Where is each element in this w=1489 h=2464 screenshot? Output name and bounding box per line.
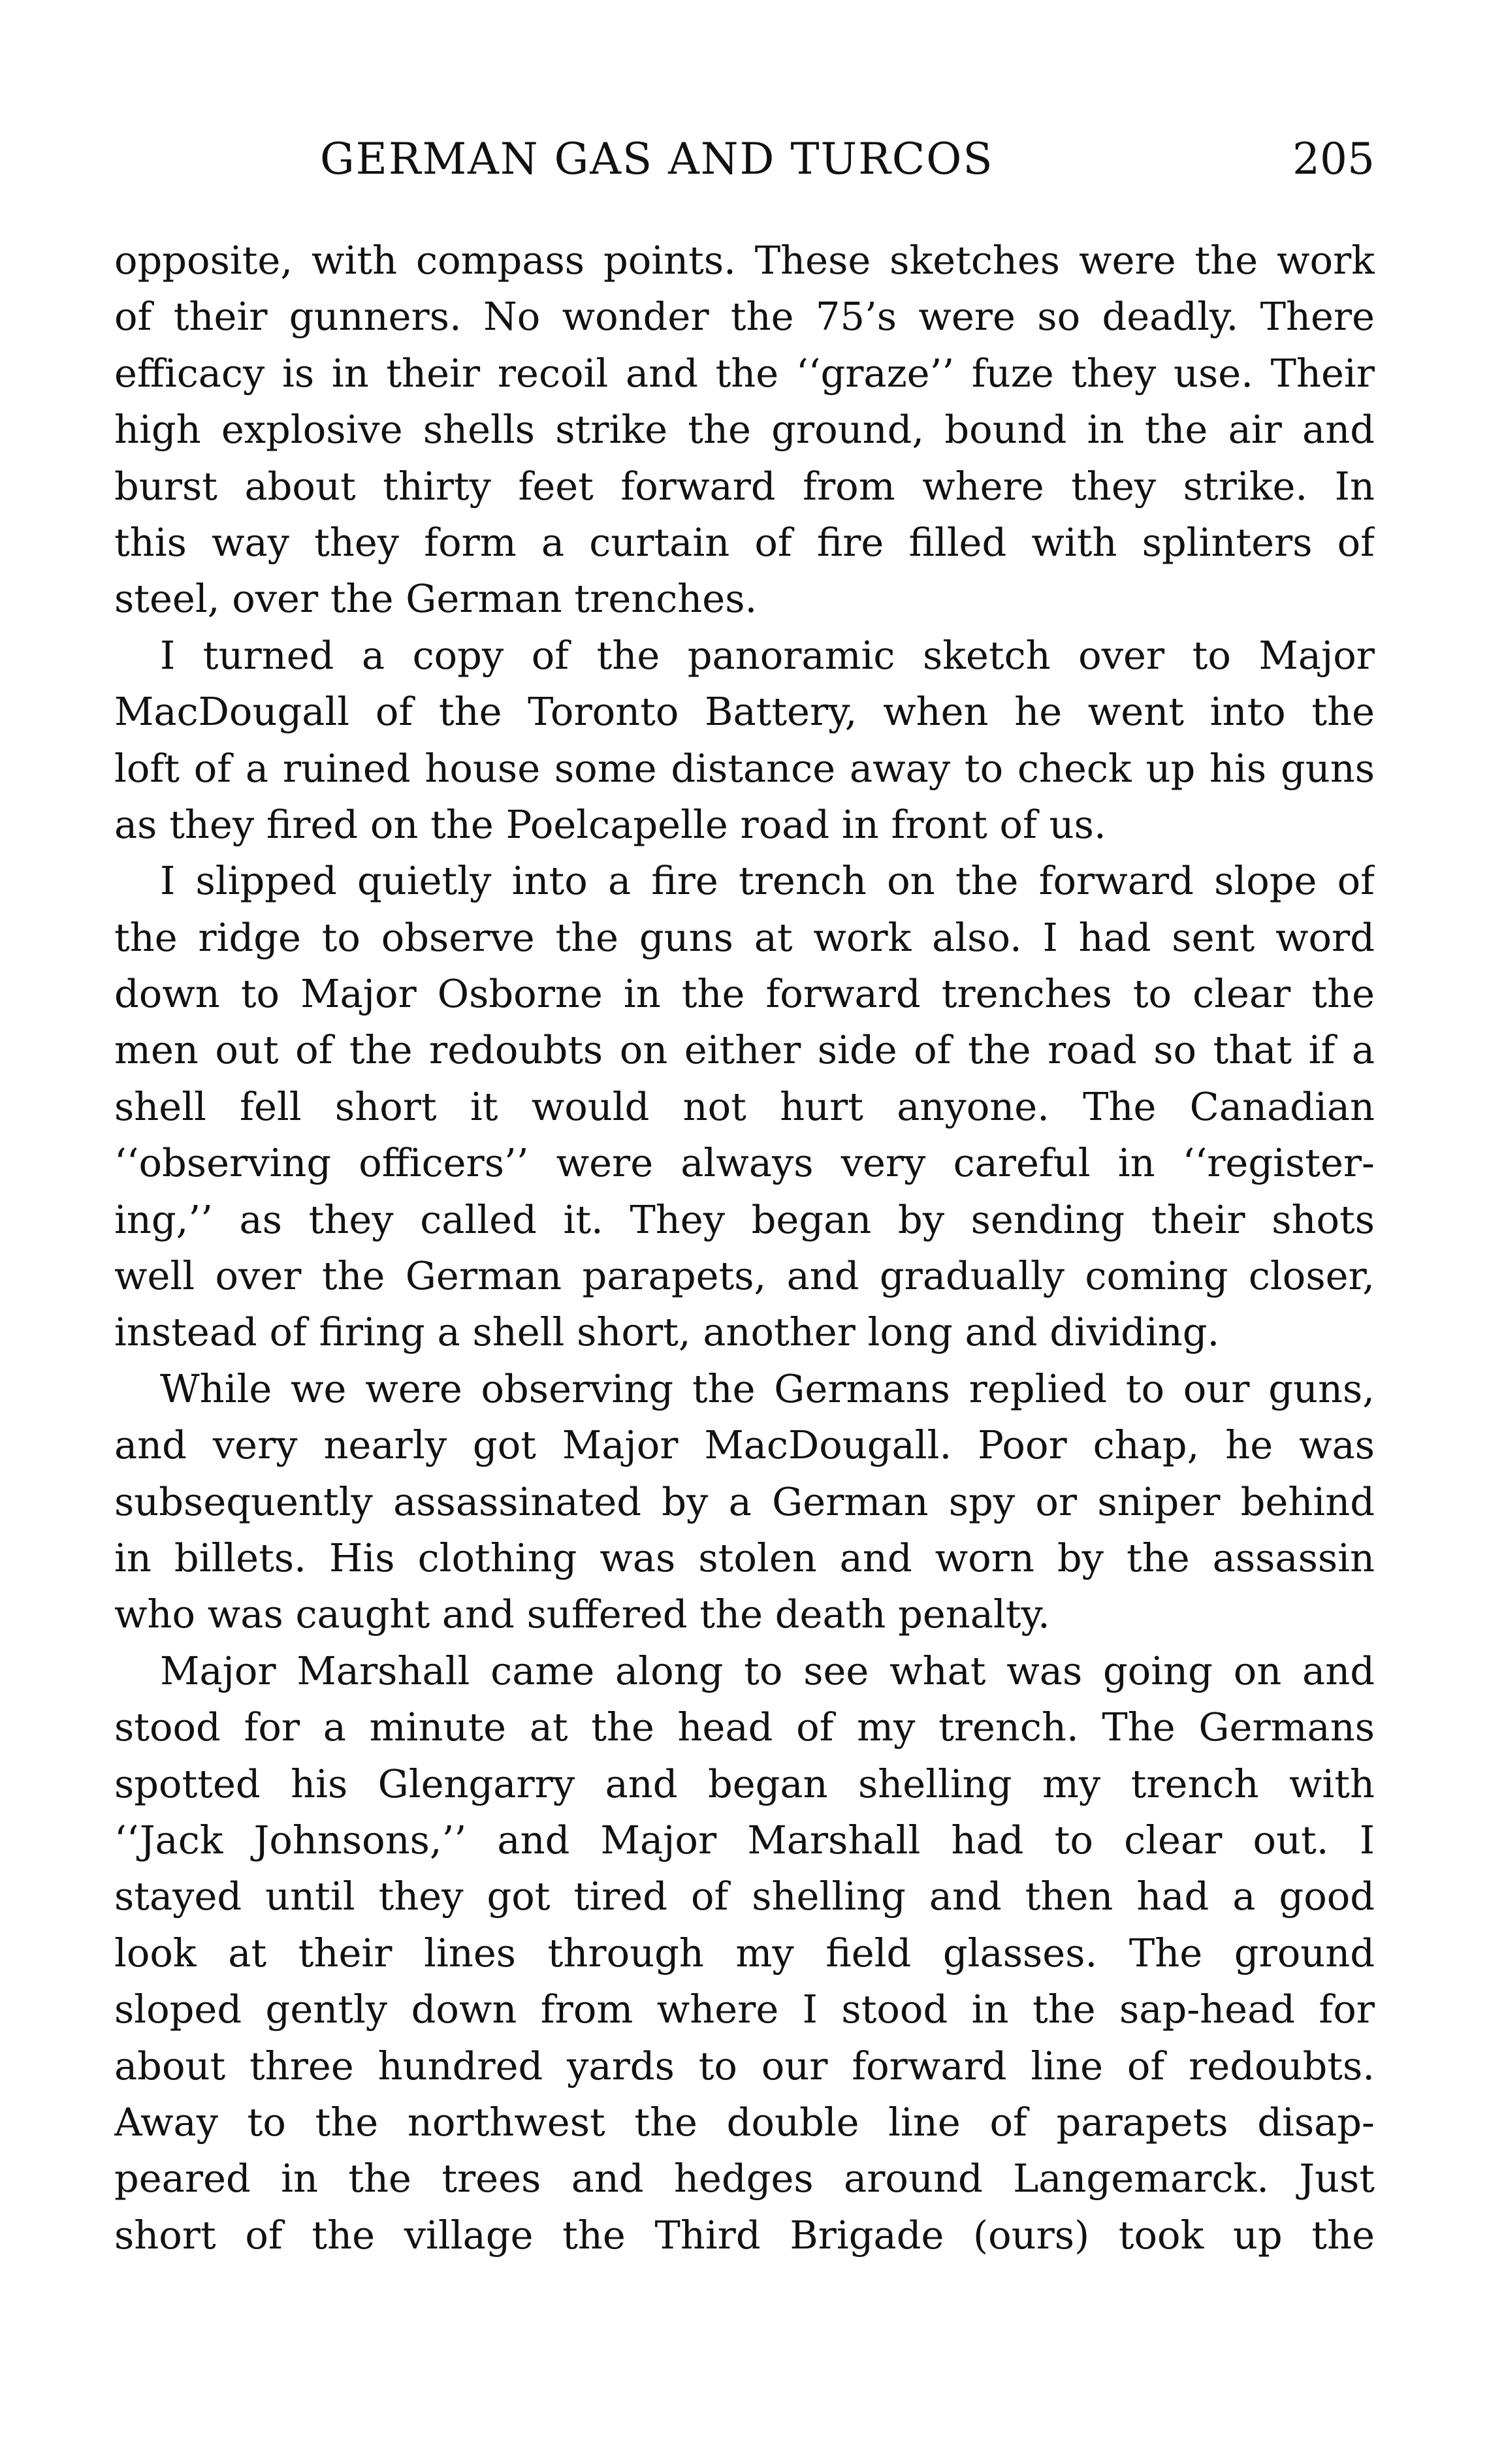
text-line: the ridge to observe the guns at work also. I had sent word: [114, 914, 1375, 960]
text-line: and very nearly got Major MacDougall. Poor chap, he was: [114, 1422, 1375, 1468]
text-line: efficacy is in their recoil and the ‘‘graze’’ fuze they use. Their: [114, 350, 1375, 396]
text-line: down to Major Osborne in the forward trenches to clear the: [114, 971, 1375, 1017]
text-line: spotted his Glengarry and began shelling my trench with: [114, 1761, 1375, 1806]
text-line: as they fired on the Poelcapelle road in front of us.: [114, 801, 1106, 847]
text-line: subsequently assassinated by a German spy or sniper behind: [114, 1479, 1375, 1524]
text-line: stood for a minute at the head of my trench. The Germans: [114, 1704, 1375, 1750]
text-line: opposite, with compass points. These sketches were the work: [114, 238, 1375, 283]
text-line: loft of a ruined house some distance away to check up his guns: [114, 745, 1375, 791]
text-line: short of the village the Third Brigade (ours) took up the: [114, 2212, 1375, 2258]
chapter-title: GERMAN GAS AND TURCOS: [320, 134, 994, 184]
text-line: Away to the northwest the double line of parapets disap-: [114, 2099, 1375, 2145]
text-line: instead of firing a shell short, another long and dividing.: [114, 1309, 1220, 1355]
text-line: in billets. His clothing was stolen and worn by the assassin: [114, 1535, 1375, 1580]
text-line: While we were observing the Germans replied to our guns,: [160, 1366, 1375, 1411]
text-line: I turned a copy of the panoramic sketch over to Major: [160, 632, 1375, 678]
page-number: 205: [1292, 134, 1375, 184]
text-line: about three hundred yards to our forward line of redoubts.: [114, 2043, 1375, 2088]
text-line: men out of the redoubts on either side of the road so that if a: [114, 1027, 1375, 1073]
text-line: look at their lines through my field glasses. The ground: [114, 1930, 1375, 1976]
text-line: ing,’’ as they called it. They began by sending their shots: [114, 1196, 1375, 1242]
body-text: [114, 232, 1375, 2264]
text-line: well over the German parapets, and gradually coming closer,: [114, 1253, 1375, 1299]
text-line: shell fell short it would not hurt anyone. The Canadian: [114, 1083, 1375, 1129]
text-line: steel, over the German trenches.: [114, 576, 758, 622]
text-line: ‘‘Jack Johnsons,’’ and Major Marshall had to clear out. I: [114, 1817, 1375, 1863]
text-line: I slipped quietly into a fire trench on the forward slope of: [160, 858, 1375, 904]
text-line: burst about thirty feet forward from where they strike. In: [114, 463, 1375, 509]
text-line: peared in the trees and hedges around Langemarck. Just: [114, 2156, 1375, 2201]
text-line: sloped gently down from where I stood in the sap-head for: [114, 1987, 1375, 2032]
text-line: this way they form a curtain of fire filled with splinters of: [114, 519, 1375, 565]
text-line: Major Marshall came along to see what was going on and: [160, 1648, 1375, 1693]
text-line: who was caught and suffered the death penalty.: [114, 1592, 1050, 1637]
text-line: of their gunners. No wonder the 75’s were so deadly. There: [114, 294, 1375, 340]
running-head: [114, 134, 1375, 199]
text-line: MacDougall of the Toronto Battery, when he went into the: [114, 689, 1375, 735]
text-line: stayed until they got tired of shelling and then had a good: [114, 1874, 1375, 1919]
text-line: high explosive shells strike the ground, bound in the air and: [114, 407, 1375, 453]
text-line: ‘‘observing officers’’ were always very careful in ‘‘register-: [114, 1140, 1375, 1186]
